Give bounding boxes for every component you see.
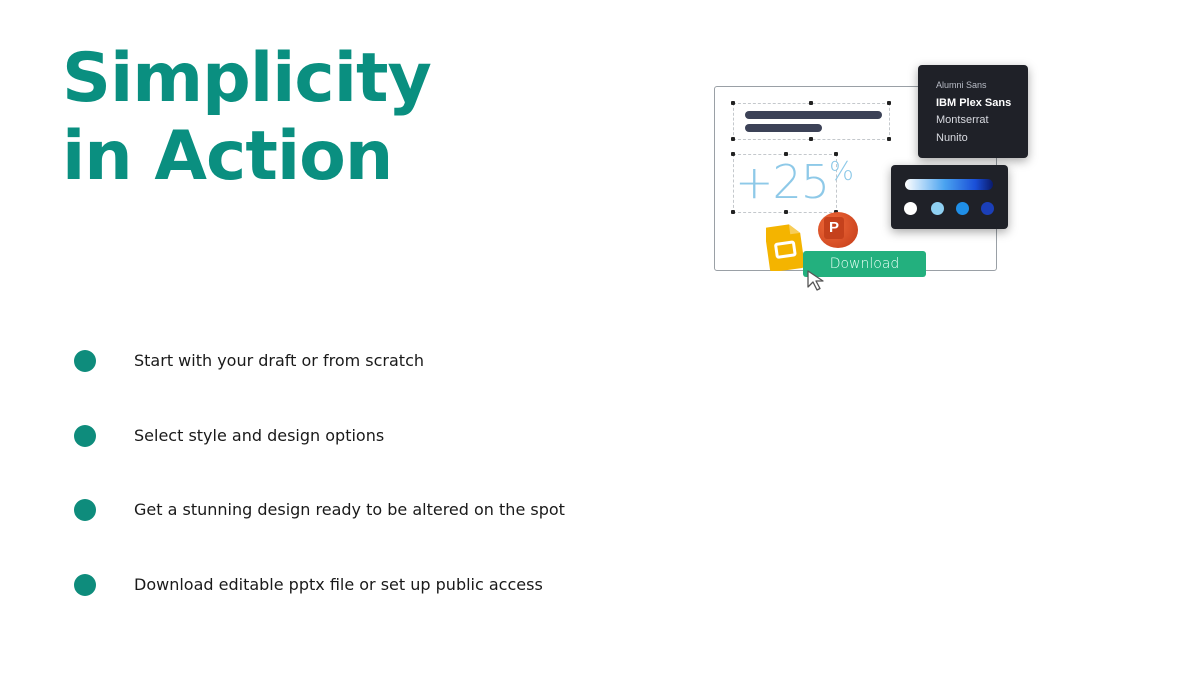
- stat-value: [735, 155, 853, 209]
- bullet-dot: [74, 499, 96, 521]
- bullet-dot: [74, 425, 96, 447]
- font-option[interactable]: Alumni Sans: [936, 80, 987, 90]
- text-line-placeholder: [745, 111, 882, 119]
- powerpoint-icon: [818, 212, 858, 248]
- google-slides-icon: [766, 223, 806, 271]
- page-title: [62, 40, 431, 196]
- color-swatch[interactable]: [904, 202, 917, 215]
- selection-handle: [887, 137, 891, 141]
- cursor-icon: [806, 269, 828, 293]
- stat-unit: %: [829, 157, 853, 187]
- title-line-2: in Action: [62, 117, 393, 196]
- selection-handle: [809, 137, 813, 141]
- selection-handle: [809, 101, 813, 105]
- download-button[interactable]: Download: [803, 251, 926, 277]
- selection-handle: [784, 210, 788, 214]
- font-option-selected[interactable]: IBM Plex Sans: [936, 96, 1012, 109]
- bullet-dot: [74, 350, 96, 372]
- selection-handle: [731, 137, 735, 141]
- font-option[interactable]: Nunito: [936, 131, 968, 144]
- selection-handle: [731, 101, 735, 105]
- text-selection-box: [733, 103, 890, 140]
- list-item-text: Select style and design options: [134, 425, 385, 445]
- text-line-placeholder: [745, 124, 822, 132]
- title-line-1: Simplicity: [62, 39, 431, 118]
- font-option[interactable]: Montserrat: [936, 114, 989, 126]
- list-item-text: Download editable pptx file or set up public access: [134, 574, 543, 594]
- selection-handle: [731, 210, 735, 214]
- font-picker-panel: [918, 65, 1028, 158]
- powerpoint-letter: P: [824, 217, 844, 239]
- color-swatch[interactable]: [981, 202, 994, 215]
- list-item-text: Get a stunning design ready to be altered on the spot: [134, 500, 565, 519]
- color-gradient-slider[interactable]: [905, 179, 993, 190]
- list-item-text: Start with your draft or from scratch: [134, 351, 425, 370]
- bullet-dot: [74, 574, 96, 596]
- stat-number: +25: [735, 155, 830, 209]
- color-picker-panel: [891, 165, 1008, 229]
- product-illustration: [700, 55, 1040, 305]
- color-swatch[interactable]: [931, 202, 944, 215]
- color-swatch[interactable]: [956, 202, 969, 215]
- selection-handle: [887, 101, 891, 105]
